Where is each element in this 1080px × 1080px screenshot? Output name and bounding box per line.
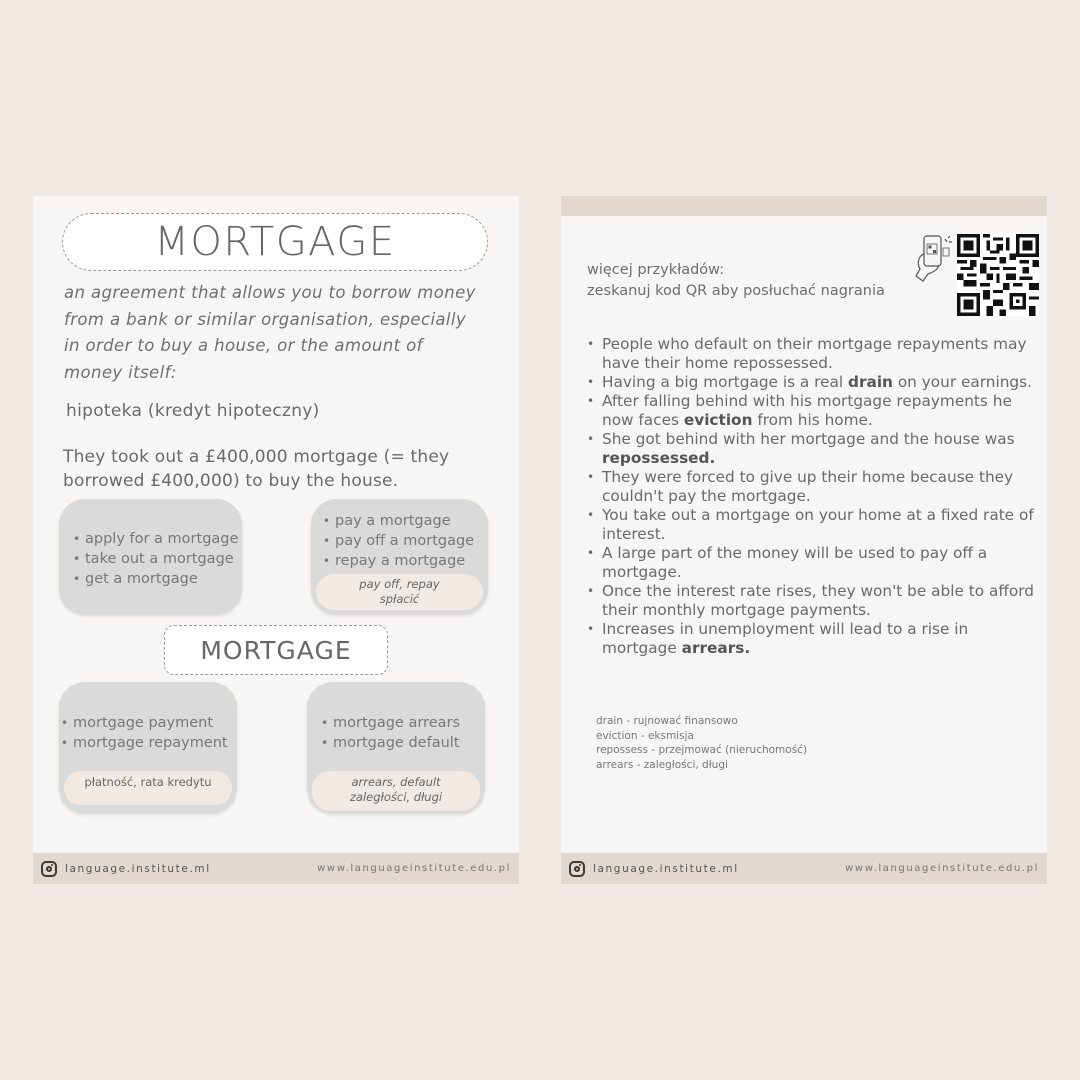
collocation-list (61, 713, 228, 753)
collocation-box-arrears (307, 682, 485, 813)
qr-label-line: więcej przykładów: (587, 262, 725, 278)
list-item: • apply for a mortgage (73, 529, 238, 549)
vocabulary-card-left (33, 196, 519, 884)
list-item: • take out a mortgage (73, 549, 238, 569)
instagram-link[interactable] (41, 861, 211, 877)
phone-scan-icon (914, 234, 956, 286)
list-item: • Having a big mortgage is a real drain on your earnings. (587, 373, 1037, 392)
list-item: • She got behind with her mortgage and the house was repossessed. (587, 430, 1037, 468)
glossary-item: arrears - zaległości, długi (596, 758, 728, 771)
instagram-icon (41, 861, 57, 877)
glossary-item: eviction - eksmisja (596, 729, 694, 742)
list-item: • mortgage arrears (321, 713, 460, 733)
list-item: • pay a mortgage (323, 511, 474, 531)
list-item: • mortgage repayment (61, 733, 228, 753)
note-line: zaległości, długi (349, 790, 443, 804)
collocation-list (321, 713, 460, 753)
instagram-handle: language.institute.ml (593, 862, 739, 875)
vocabulary-card-right (561, 196, 1047, 884)
collocation-box-pay (311, 499, 488, 614)
translation-note: płatność, rata kredytu (64, 771, 232, 805)
translation-text: hipoteka (kredyt hipoteczny) (66, 401, 320, 421)
definition-text: an agreement that allows you to borrow money from a bank or similar organisation, especially in order to buy a house, or the amount of money itself: (64, 283, 476, 382)
list-item: • mortgage default (321, 733, 460, 753)
translation-note (312, 771, 480, 811)
instagram-handle: language.institute.ml (65, 862, 211, 875)
translation-note (316, 574, 483, 610)
qr-code[interactable] (957, 234, 1039, 316)
collocation-list (73, 529, 238, 589)
collocation-list (323, 511, 474, 571)
instagram-icon (569, 861, 585, 877)
glossary-item: repossess - przejmować (nieruchomość) (596, 744, 808, 756)
glossary-item: drain - rujnować finansowo (596, 715, 738, 727)
qr-instructions (587, 260, 885, 302)
list-item: • repay a mortgage (323, 551, 474, 571)
header-band (561, 196, 1047, 216)
note-line: arrears, default (351, 775, 441, 789)
collocation-box-get (59, 499, 242, 614)
example-sentences-list (587, 335, 1037, 658)
list-item: • They were forced to give up their home because they couldn't pay the mortgage. (587, 468, 1037, 506)
list-item: • People who default on their mortgage repayments may have their home repossessed. (587, 335, 1037, 373)
list-item: • Increases in unemployment will lead to a rise in mortgage arrears. (587, 620, 1037, 658)
note-line: spłacić (379, 592, 420, 606)
instagram-link[interactable] (569, 861, 739, 877)
qr-label-line: zeskanuj kod QR aby posłuchać nagrania (587, 283, 885, 299)
list-item: • Once the interest rate rises, they won't be able to afford their monthly mortgage payments. (587, 582, 1037, 620)
card-footer (561, 853, 1047, 884)
website-link[interactable]: www.languageinstitute.edu.pl (845, 863, 1039, 874)
list-item: • pay off a mortgage (323, 531, 474, 551)
example-sentence: They took out a £400,000 mortgage (= they borrowed £400,000) to buy the house. (63, 447, 450, 491)
list-item: • After falling behind with his mortgage repayments he now faces eviction from his home. (587, 392, 1037, 430)
glossary (596, 714, 807, 772)
list-item: • get a mortgage (73, 569, 238, 589)
list-item: • mortgage payment (61, 713, 228, 733)
note-line: pay off, repay (359, 577, 440, 591)
section-title: MORTGAGE (164, 625, 388, 675)
list-item: • A large part of the money will be used to pay off a mortgage. (587, 544, 1037, 582)
page-title: MORTGAGE (62, 213, 488, 271)
card-footer (33, 853, 519, 884)
collocation-box-payment (59, 682, 237, 813)
website-link[interactable]: www.languageinstitute.edu.pl (317, 863, 511, 874)
list-item: • You take out a mortgage on your home at a fixed rate of interest. (587, 506, 1037, 544)
